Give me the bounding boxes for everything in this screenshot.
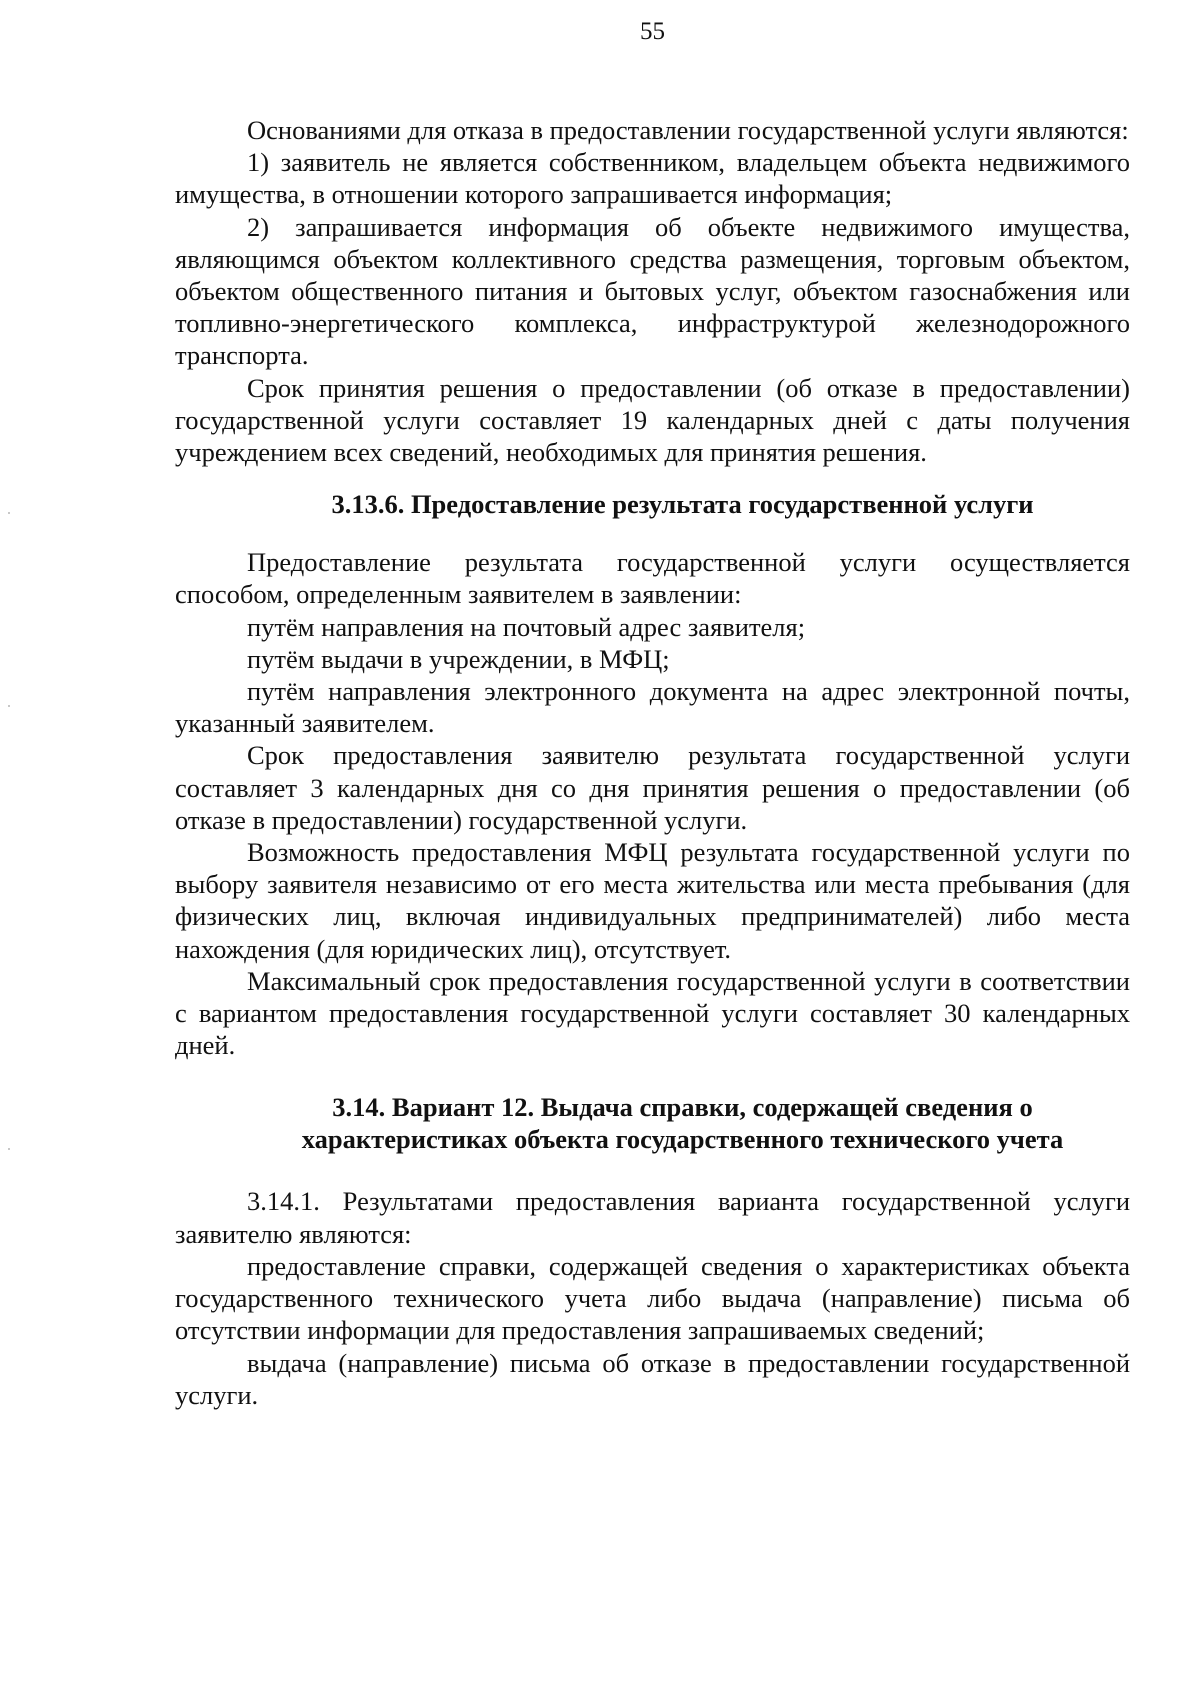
page-number: 55 bbox=[640, 18, 665, 45]
paragraph-refusal-grounds: Основаниями для отказа в предоставлении государственной услуги являются: bbox=[247, 115, 1129, 145]
section-heading-3-14: 3.14. Вариант 12. Выдача справки, содержащей сведения о характеристиках объекта государственного технического учета bbox=[301, 1092, 1064, 1155]
paragraph-3-14-1: 3.14.1. Результатами предоставления варианта государственной услуги заявителю являются: bbox=[175, 1186, 1130, 1249]
list-item-delivery-email: путём направления электронного документа на адрес электронной почты, указанный заявителем. bbox=[175, 676, 1130, 739]
page-body bbox=[175, 114, 1130, 1411]
list-item-result-refusal-letter: выдача (направление) письма об отказе в предоставлении государственной услуги. bbox=[175, 1347, 1130, 1410]
list-item-delivery-post: путём направления на почтовый адрес заявителя; bbox=[247, 611, 806, 642]
paragraph-delivery-term: Срок предоставления заявителю результата государственной услуги составляет 3 календарных дня со дня принятия решения о предоставлении (об отказе в предоставлении) государственной услуги. bbox=[175, 740, 1130, 835]
scan-speck bbox=[8, 512, 10, 514]
section-heading-3-13-6: 3.13.6. Предоставление результата государственной услуги bbox=[331, 489, 1034, 520]
scan-speck bbox=[8, 1148, 10, 1150]
list-item-refusal-1: 1) заявитель не является собственником, владельцем объекта недвижимого имущества, в отношении которого запрашивается информация; bbox=[175, 147, 1130, 210]
paragraph-max-term: Максимальный срок предоставления государственной услуги в соответствии с вариантом предоставления государственной услуги составляет 30 календарных дней. bbox=[175, 965, 1130, 1061]
paragraph-decision-term: Срок принятия решения о предоставлении (об отказе в предоставлении) государственной услуги составляет 19 календарных дней с даты получения учреждением всех сведений, необходимых для принятия решения. bbox=[175, 372, 1130, 468]
list-item-result-certificate: предоставление справки, содержащей сведения о характеристиках объекта государственного технического учета либо выдача (направление) письма об отсутствии информации для предоставления запрашиваемых сведений; bbox=[175, 1250, 1130, 1346]
scan-speck bbox=[8, 705, 10, 707]
list-item-delivery-mfc: путём выдачи в учреждении, в МФЦ; bbox=[247, 643, 670, 674]
list-item-refusal-2: 2) запрашивается информация об объекте недвижимого имущества, являющимся объектом коллективного средства размещения, торговым объектом, объектом общественного питания и бытовых услуг, объектом газоснабжения или топливно-энергетического комплекса, инфраструктурой железнодорожного транспорта. bbox=[175, 211, 1130, 371]
paragraph-mfc-possibility: Возможность предоставления МФЦ результата государственной услуги по выбору заявителя независимо от его места жительства или места пребывания (для физических лиц, включая индивидуальных предпринимателей) либо места нахождения (для юридических лиц), отсутствует. bbox=[175, 837, 1130, 964]
paragraph-result-delivery: Предоставление результата государственной услуги осуществляется способом, определенным заявителем в заявлении: bbox=[175, 547, 1130, 610]
